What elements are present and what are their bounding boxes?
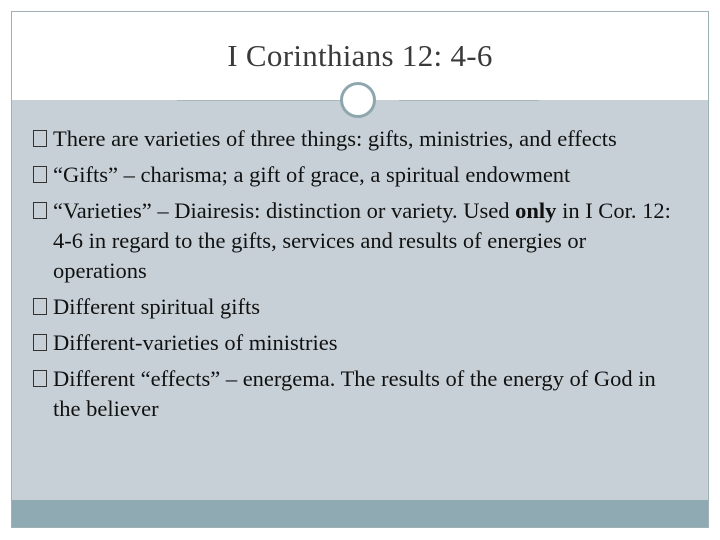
bullet-text-end: in I Cor. 12: 4-6 in regard to the gifts, services and results of energies or operations [53,198,671,283]
square-bullet-icon [33,130,47,147]
square-bullet-icon [33,370,47,387]
slide-title: I Corinthians 12: 4-6 [227,38,493,73]
bullet-text: Different-varieties of ministries [53,330,338,355]
bullet-text: “Gifts” – charisma; a gift of grace, a spiritual endowment [53,162,571,187]
bullet-item [33,196,683,286]
bullet-item [33,292,683,322]
title-divider-left [177,100,342,101]
bullet-item [33,364,683,424]
title-divider-right [399,100,539,101]
bullet-item [33,124,683,154]
circle-ornament-icon [340,82,376,118]
bullet-text-start: “Varieties” – Diairesis: distinction or variety. Used [53,198,516,223]
bullet-item [33,328,683,358]
square-bullet-icon [33,166,47,183]
bullet-text: There are varieties of three things: gifts, ministries, and effects [53,126,617,151]
square-bullet-icon [33,298,47,315]
bullet-text-emphasis: only [515,198,557,223]
bullet-item [33,160,683,190]
bullet-text: Different spiritual gifts [53,294,261,319]
square-bullet-icon [33,202,47,219]
bullet-list [33,124,683,430]
bullet-text: Different “effects” – energema. The results of the energy of God in the believer [53,366,656,421]
footer-bar [12,500,708,527]
square-bullet-icon [33,334,47,351]
